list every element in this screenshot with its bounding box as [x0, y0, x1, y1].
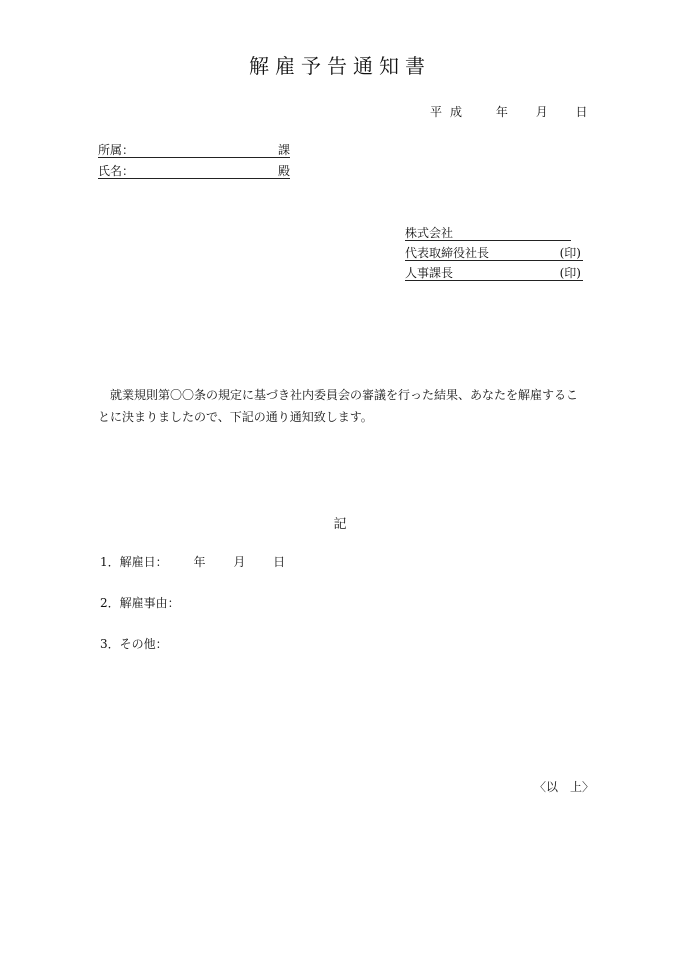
representative-label: 代表取締役社長 — [405, 246, 490, 260]
hr-manager-seal: (印) — [559, 266, 581, 280]
date-month: 月 — [535, 105, 548, 119]
department-label: 所属： — [98, 143, 135, 157]
dismissal-month: 月 — [233, 555, 246, 569]
document-title: 解雇予告通知書 — [249, 54, 431, 78]
hr-manager-line — [405, 264, 583, 281]
ki-heading: 記 — [333, 517, 347, 532]
other-label: 3．その他： — [100, 637, 168, 651]
date-era: 平成 — [430, 105, 471, 119]
department-suffix: 課 — [277, 143, 290, 157]
item-dismissal-date — [100, 553, 285, 570]
representative-line — [405, 244, 583, 261]
hr-manager-label: 人事課長 — [405, 266, 454, 280]
department-field — [98, 141, 290, 158]
reason-label: 2．解雇事由： — [100, 596, 180, 610]
representative-seal: (印) — [559, 246, 581, 260]
dismissal-day: 日 — [273, 555, 286, 569]
date-year: 年 — [495, 105, 508, 119]
item-other — [100, 635, 168, 652]
closing-mark: 〈以 上〉 — [534, 780, 595, 794]
notice-body — [98, 384, 588, 428]
notice-paragraph: 就業規則第〇〇条の規定に基づき社内委員会の審議を行った結果、あなたを解雇することに決まりましたので、下記の通り通知致します。 — [98, 388, 579, 424]
name-label: 氏名： — [98, 164, 135, 178]
name-suffix: 殿 — [277, 164, 290, 178]
company-line — [405, 224, 571, 241]
date-day: 日 — [575, 105, 588, 119]
name-field — [98, 162, 290, 179]
issue-date — [430, 103, 588, 120]
dismissal-date-label: 1．解雇日： — [100, 555, 168, 569]
company-label: 株式会社 — [405, 226, 454, 240]
item-reason — [100, 594, 180, 611]
dismissal-year: 年 — [193, 555, 206, 569]
